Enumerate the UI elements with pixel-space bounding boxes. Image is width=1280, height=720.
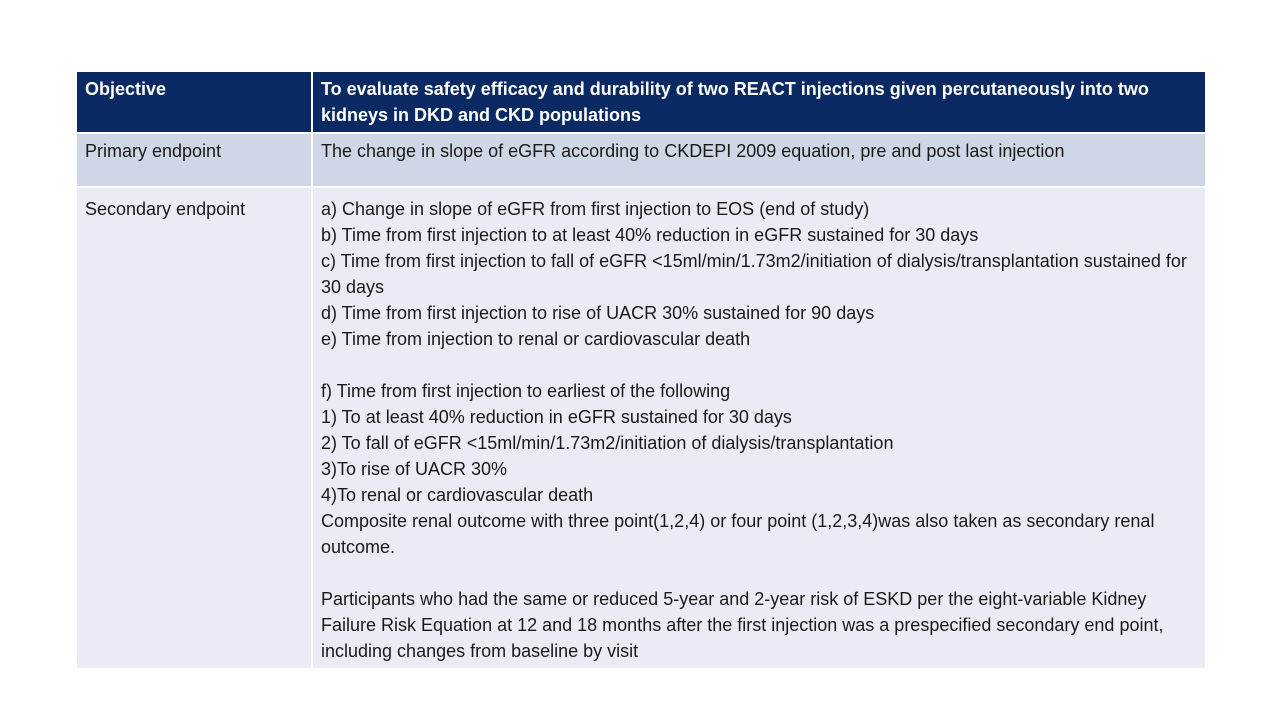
- secondary-endpoint-label: Secondary endpoint: [77, 188, 311, 670]
- secondary-item-c: c) Time from first injection to fall of eGFR <15ml/min/1.73m2/initiation of dialysis/transplantation sustained for 30 days: [321, 251, 1187, 297]
- primary-endpoint-row: [77, 134, 1205, 188]
- objective-text: To evaluate safety efficacy and durability of two REACT injections given percutaneously into two kidneys in DKD and CKD populations: [311, 72, 1205, 134]
- composite-item-4: 4)To renal or cardiovascular death: [321, 485, 594, 505]
- secondary-endpoint-content: [311, 188, 1205, 670]
- composite-item-3: 3)To rise of UACR 30%: [321, 459, 508, 479]
- secondary-item-e: e) Time from injection to renal or cardiovascular death: [321, 329, 751, 349]
- participants-note: Participants who had the same or reduced 5-year and 2-year risk of ESKD per the eight-variable Kidney Failure Risk Equation at 12 and 18 months after the first injection was a prespecified secondary end point, including changes from baseline by visit: [321, 589, 1164, 661]
- primary-endpoint-text: The change in slope of eGFR according to CKDEPI 2009 equation, pre and post last injection: [311, 134, 1205, 188]
- objective-row: [77, 72, 1205, 134]
- composite-outcome-note: Composite renal outcome with three point(1,2,4) or four point (1,2,3,4)was also taken as secondary renal outcome.: [321, 511, 1155, 557]
- primary-endpoint-label: Primary endpoint: [77, 134, 311, 188]
- secondary-item-a: a) Change in slope of eGFR from first injection to EOS (end of study): [321, 199, 870, 219]
- spacer: [321, 560, 1197, 586]
- endpoints-table: [77, 72, 1205, 670]
- composite-item-1: 1) To at least 40% reduction in eGFR sustained for 30 days: [321, 407, 792, 427]
- objective-label: Objective: [77, 72, 311, 134]
- secondary-item-d: d) Time from first injection to rise of UACR 30% sustained for 90 days: [321, 303, 875, 323]
- spacer: [321, 352, 1197, 378]
- secondary-endpoint-row: [77, 188, 1205, 670]
- composite-item-2: 2) To fall of eGFR <15ml/min/1.73m2/initiation of dialysis/transplantation: [321, 433, 894, 453]
- composite-intro: f) Time from first injection to earliest of the following: [321, 381, 731, 401]
- secondary-item-b: b) Time from first injection to at least 40% reduction in eGFR sustained for 30 days: [321, 225, 979, 245]
